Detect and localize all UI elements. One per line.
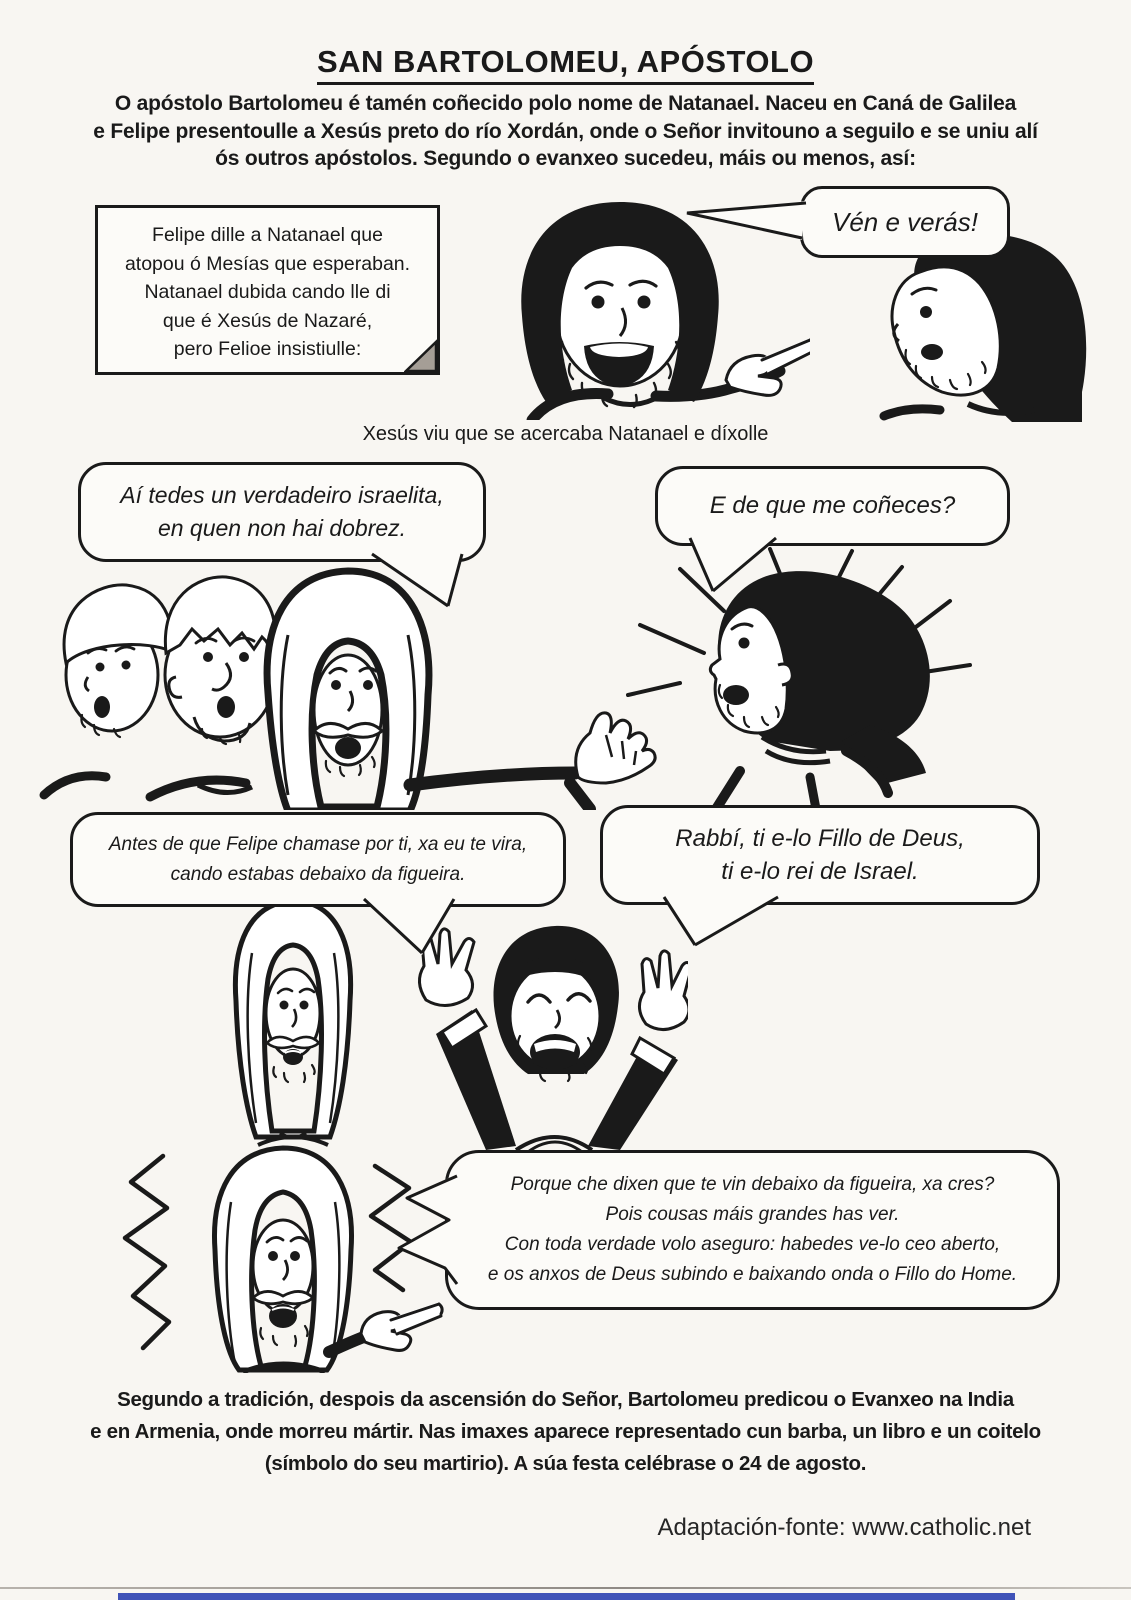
intro-line: ós outros apóstolos. Segundo o evanxeo sucedeu, máis ou menos, así: [215, 147, 916, 170]
note-line: Natanael dubida cando lle di [144, 281, 391, 303]
speech-tail-jagged [397, 1172, 459, 1290]
tradition-paragraph [0, 1384, 1131, 1480]
speech-text: Antes de que Felipe chamase por ti, xa eu te vira, [108, 833, 528, 855]
caption-note-box [95, 205, 440, 375]
speech-tail [668, 536, 788, 596]
speech-bubble-natanael-rabbi [600, 805, 1040, 905]
speech-bubble-xesus-israelita [78, 462, 486, 562]
speech-text: Porque che dixen que te vin debaixo da figueira, xa cres? [510, 1174, 995, 1195]
speech-text: Rabbí, ti e-lo Fillo de Deus, [675, 825, 965, 852]
footer-line: e en Armenia, onde morreu mártir. Nas imaxes aparece representado cun barba, un libro e un coitelo [90, 1420, 1041, 1443]
speech-bubble-felipe [800, 186, 1010, 258]
speech-tail [683, 198, 808, 243]
speech-tail [350, 897, 475, 959]
speech-bubble-natanael-coneces [655, 466, 1010, 546]
speech-text: Pois cousas máis grandes has ver. [605, 1204, 900, 1225]
source-attribution: Adaptación-fonte: www.catholic.net [657, 1514, 1031, 1541]
speech-bubble-xesus-aseguro [445, 1150, 1060, 1310]
intro-line: O apóstolo Bartolomeu é tamén coñecido polo nome de Natanael. Naceu en Caná de Galilea [114, 92, 1017, 115]
speech-text: ti e-lo rei de Israel. [721, 858, 919, 885]
note-line: pero Felioe insistiulle: [173, 338, 362, 360]
speech-text: Con toda verdade volo aseguro: habedes ve-lo ceo aberto, [504, 1234, 1001, 1255]
page-title [0, 44, 1131, 80]
emphasis-zigzag-left [125, 1156, 169, 1348]
speech-tail [640, 895, 790, 951]
note-line: Felipe dille a Natanael que [152, 224, 383, 246]
speech-bubble-xesus-figueira [70, 812, 566, 907]
xesus-and-disciples-figure [30, 545, 660, 810]
speech-tail [360, 552, 470, 612]
speech-text: en quen non hai dobrez. [157, 515, 407, 541]
folded-corner-icon [404, 339, 438, 373]
note-line: que é Xesús de Nazaré, [162, 309, 373, 332]
speech-text: Aí tedes un verdadeiro israelita, [120, 482, 444, 508]
speech-text: cando estabas debaixo da figueira. [170, 863, 466, 885]
bottom-blue-bar [118, 1593, 1015, 1600]
beard-hatching [273, 1065, 314, 1082]
note-line: atopou ó Mesías que esperaban. [124, 252, 411, 275]
speech-text: e os anxos de Deus subindo e baixando onda o Fillo do Home. [487, 1264, 1018, 1285]
beard-hatching [260, 1326, 307, 1346]
xesus-figure-calm [218, 893, 368, 1148]
footer-line: (símbolo do seu martirio). A súa festa celébrase o 24 de agosto. [264, 1452, 867, 1475]
scan-artifact-line [0, 1587, 1131, 1589]
page-title-text: SAN BARTOLOMEU, APÓSTOLO [317, 44, 814, 85]
speech-text: E de que me coñeces? [709, 492, 956, 519]
narration-caption: Xesús viu que se acercaba Natanael e díxolle [362, 423, 769, 445]
intro-paragraph [0, 90, 1131, 173]
intro-line: e Felipe presentoulle a Xesús preto do río Xordán, onde o Señor invitouno a seguilo e se uniu alí [93, 119, 1038, 143]
footer-line: Segundo a tradición, despois da ascensión do Señor, Bartolomeu predicou o Evanxeo na India [117, 1388, 1014, 1411]
speech-text: Vén e verás! [832, 206, 978, 237]
